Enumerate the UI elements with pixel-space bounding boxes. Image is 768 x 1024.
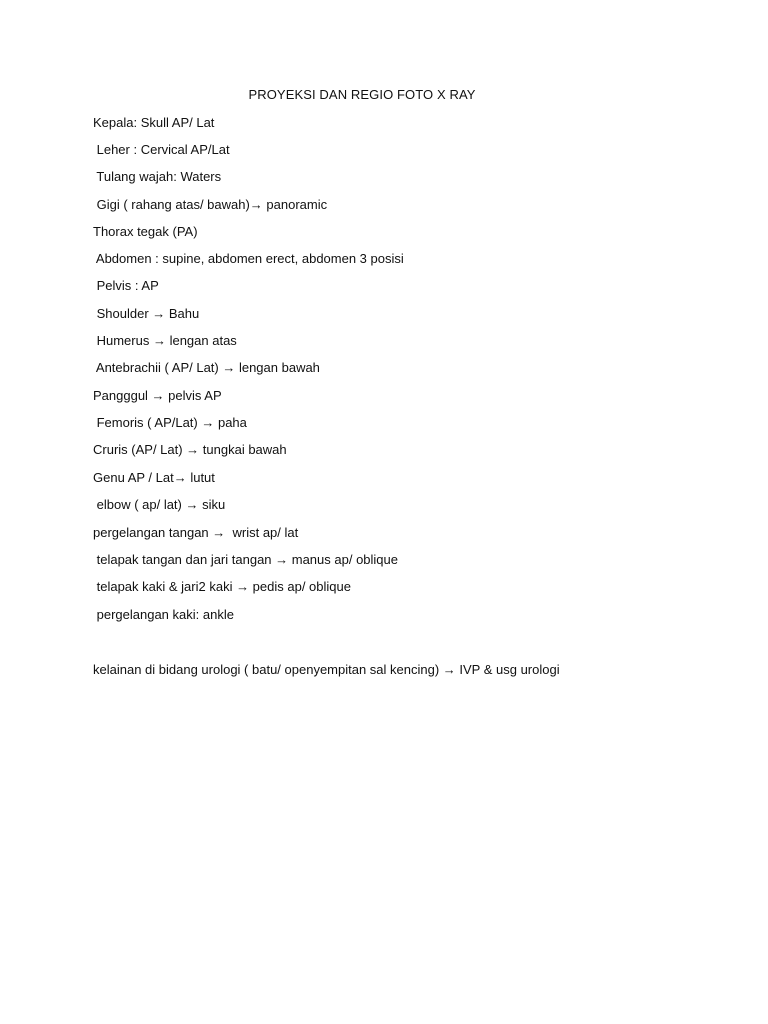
text-line: Shoulder → Bahu — [93, 306, 200, 321]
text-line: Humerus → lengan atas — [93, 333, 237, 348]
text-line: kelainan di bidang urologi ( batu/ openyempitan sal kencing) → IVP & usg urologi — [93, 662, 560, 677]
text-line: Cruris (AP/ Lat) → tungkai bawah — [93, 442, 287, 457]
text-line: Gigi ( rahang atas/ bawah)→ panoramic — [93, 197, 328, 212]
text-line: Leher : Cervical AP/Lat — [93, 142, 230, 157]
text-line: Kepala: Skull AP/ Lat — [93, 115, 215, 130]
text-line: Pelvis : AP — [93, 278, 159, 293]
text-line: telapak kaki & jari2 kaki → pedis ap/ oblique — [93, 579, 351, 594]
text-line: Femoris ( AP/Lat) → paha — [93, 415, 247, 430]
text-line: Abdomen : supine, abdomen erect, abdomen 3 posisi — [93, 251, 404, 266]
document-title: PROYEKSI DAN REGIO FOTO X RAY — [248, 87, 476, 102]
text-line: Antebrachii ( AP/ Lat) → lengan bawah — [93, 360, 320, 375]
text-line: pergelangan tangan → wrist ap/ lat — [93, 525, 299, 540]
text-line: telapak tangan dan jari tangan → manus ap/ oblique — [93, 552, 398, 567]
text-line: Thorax tegak (PA) — [93, 224, 198, 239]
text-line: Pangggul → pelvis AP — [93, 388, 222, 403]
text-line: elbow ( ap/ lat) → siku — [93, 497, 226, 512]
text-line: pergelangan kaki: ankle — [93, 607, 234, 622]
text-line: Tulang wajah: Waters — [93, 169, 222, 184]
text-line: Genu AP / Lat→ lutut — [93, 470, 215, 485]
